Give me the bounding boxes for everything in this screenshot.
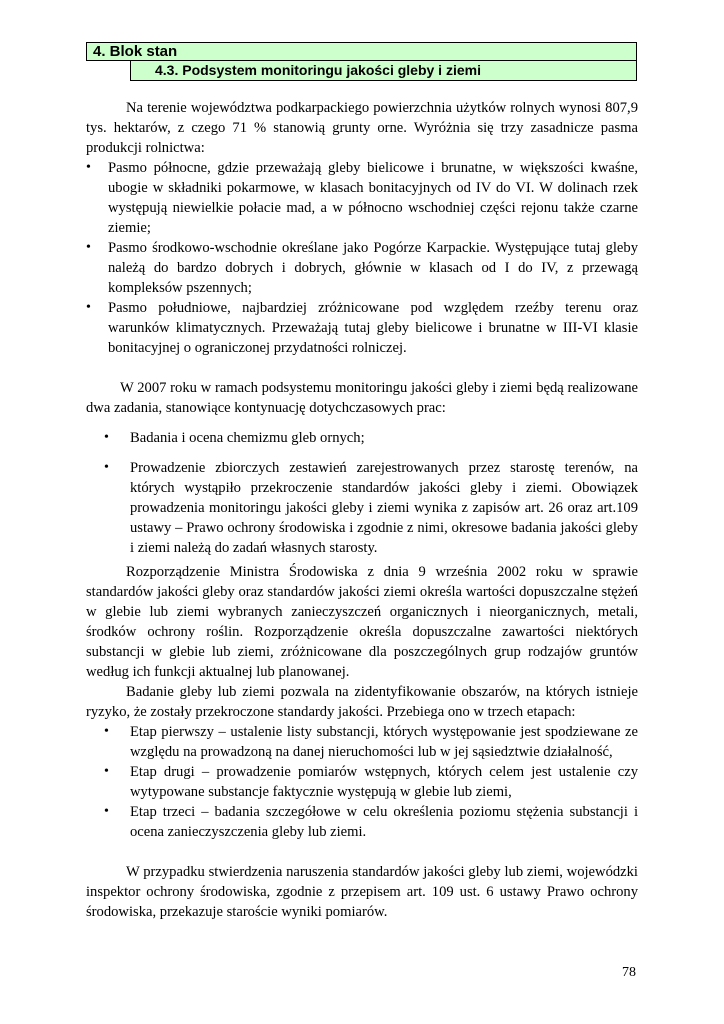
- section-header: 4. Blok stan: [86, 42, 637, 61]
- bullet-icon: •: [86, 240, 91, 255]
- list-item: • Badania i ocena chemizmu gleb ornych;: [104, 430, 365, 446]
- intro-paragraph: Na terenie województwa podkarpackiego powierzchnia użytków rolnych wynosi 807,9 tys. hektarów, z czego 71 % stanowią grunty orne. Wyróżnia się trzy zasadnicze pasma produkcji rolnictwa:: [86, 100, 638, 156]
- tasks-list: [86, 428, 638, 558]
- bullet-icon: •: [104, 724, 109, 739]
- subsection-header: 4.3. Podsystem monitoringu jakości gleby i ziemi: [130, 61, 637, 81]
- closing-paragraph: W przypadku stwierdzenia naruszenia standardów jakości gleby lub ziemi, wojewódzki inspektor ochrony środowiska, zgodnie z przepisem art. 109 ust. 6 ustawy Prawo ochrony środowiska, przekazuje staroście wyniki pomiarów.: [86, 864, 638, 920]
- bullet-icon: •: [86, 160, 91, 175]
- list-item: • Etap trzeci – badania szczegółowe w celu określenia poziomu stężenia substancji i ocena zanieczyszczenia gleby lub ziemi.: [104, 804, 638, 840]
- bullet-icon: •: [104, 430, 109, 445]
- document-body: [86, 98, 638, 922]
- list-item: • Pasmo północne, gdzie przeważają gleby bielicowe i brunatne, w większości kwaśne, ubogie w składniki pokarmowe, w klasach bonitacyjnych od IV do VI. W dolinach rzek występują niewielkie połacie mad, a w północno wschodniej części rejonu także czarne ziemie;: [86, 160, 638, 236]
- bullet-icon: •: [86, 300, 91, 315]
- tasks-intro-paragraph: W 2007 roku w ramach podsystemu monitoringu jakości gleby i ziemi będą realizowane dwa zadania, stanowiące kontynuację dotychczasowych prac:: [86, 380, 638, 416]
- list-item: • Etap pierwszy – ustalenie listy substancji, których występowanie jest spodziewane ze względu na prowadzoną na danej nieruchomości lub w jej sąsiedztwie działalność,: [104, 724, 638, 760]
- list-item: • Pasmo południowe, najbardziej zróżnicowane pod względem rzeźby terenu oraz warunków klimatycznych. Przeważają tutaj gleby bielicowe i brunatne w III-VI klasie bonitacyjnej o ograniczonej przydatności rolniczej.: [86, 300, 638, 356]
- list-item: • Prowadzenie zbiorczych zestawień zarejestrowanych przez starostę terenów, na których wystąpiło przekroczenie standardów jakości gleby i ziemi. Obowiązek prowadzenia monitoringu jakości gleby i ziemi wynika z zapisów art. 26 oraz art.109 ustawy – Prawo ochrony środowiska i zgodnie z nimi, okresowe badania jakości gleby i ziemi należą do zadań własnych starosty.: [104, 460, 638, 556]
- page-number: 78: [622, 965, 636, 980]
- bullet-icon: •: [104, 764, 109, 779]
- list-item: • Etap drugi – prowadzenie pomiarów wstępnych, których celem jest ustalenie czy wytypowane substancje faktycznie występują w glebie lub ziemi,: [104, 764, 638, 800]
- regulation-paragraph: Rozporządzenie Ministra Środowiska z dnia 9 września 2002 roku w sprawie standardów jakości gleby oraz standardów jakości ziemi określa wartości dopuszczalne stężeń w glebie lub ziemi wybranych zanieczyszczeń organicznych i nieorganicznych, metali, środków ochrony roślin. Rozporządzenie określa dopuszczalne zawartości niektórych substancji w glebie lub ziemi, zróżnicowane dla poszczególnych grup rodzajów gruntów według ich funkcji aktualnej lub planowanej.: [86, 564, 638, 680]
- bullet-icon: •: [104, 804, 109, 819]
- stages-list: [86, 722, 638, 842]
- bullet-icon: •: [104, 460, 109, 475]
- study-intro-paragraph: Badanie gleby lub ziemi pozwala na zidentyfikowanie obszarów, na których istnieje ryzyko, że zostały przekroczone standardy jakości. Przebiega ono w trzech etapach:: [86, 684, 638, 720]
- list-item: • Pasmo środkowo-wschodnie określane jako Pogórze Karpackie. Występujące tutaj gleby należą do bardzo dobrych i dobrych, głównie w klasach od I do IV, z przewagą kompleksów pszennych;: [86, 240, 638, 296]
- belts-list: [86, 158, 638, 358]
